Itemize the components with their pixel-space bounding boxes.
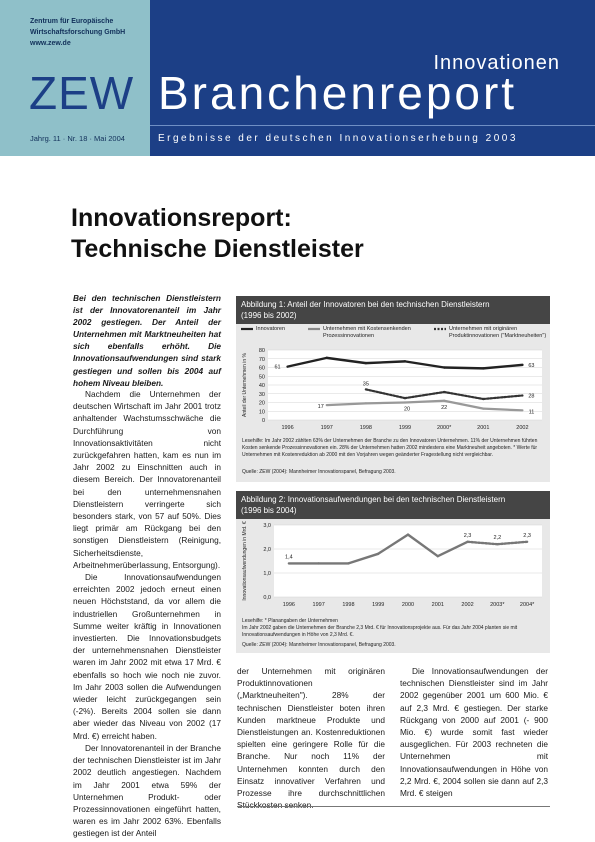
figure-title-line: Abbildung 1: Anteil der Innovatoren bei den technischen Dienstleistern: [241, 300, 490, 309]
figure-title-line: Abbildung 2: Innovationsaufwendungen bei den technischen Dienstleistern: [241, 495, 506, 504]
figure-title-line: (1996 bis 2002): [241, 311, 297, 320]
y-tick-label: 80: [258, 348, 265, 354]
data-label: 22: [441, 404, 448, 411]
y-tick-label: 3,0: [263, 523, 271, 529]
legend-label: Unternehmen mit originären Produktinnovationen ("Marktneuheiten"): [449, 326, 547, 339]
figure-1-note: Lesehilfe: Im Jahr 2002 zählten 63% der Unternehmen der Branche zu den Innovatoren Unternehmen. 11% der Unternehmen führten Kosten senkende Prozessinnovationen ein. 28% der Unternehmen hatten 2002 mindestens eine Marktneuheit angeboten. * Werte für Unternehmen mit Kostenreduktion ab 2000 mit den Vorjahren wegen geänderter Fragestellung nicht vergleichbar.: [242, 438, 538, 458]
y-tick-label: 2,0: [263, 547, 271, 553]
y-axis-label: Anteil der Unternehmen in %: [242, 353, 248, 417]
data-label: 61: [274, 364, 281, 371]
body-paragraph: Der Innovatorenanteil in der Branche der technischen Dienstleister ist im Jahr 2002 deutlich angestiegen. Nachdem im Jahr 2001 etwa 59% der Unternehmen Produkt- oder Prozessinnovationen eingeführt hatten, waren es im Jahr 2002 63%. Ebenfalls gestiegen ist der Anteil: [73, 742, 221, 839]
series-segment: [444, 368, 483, 369]
series-label: Innovationen: [433, 52, 560, 74]
legend-label: Unternehmen mit Kostensenkenden Prozessinnovationen: [323, 326, 411, 339]
x-tick-label: 1997: [312, 602, 325, 608]
x-tick-label: 1999: [372, 602, 385, 608]
figure-title-line: (1996 bis 2004): [241, 506, 297, 515]
y-tick-label: 0,0: [263, 595, 271, 601]
page-title: [71, 203, 491, 265]
figure-2: [236, 491, 550, 653]
x-tick-label: 2000*: [436, 425, 452, 431]
title-line: Technische Dienstleister: [71, 235, 364, 263]
publication-name: Branchenreport: [158, 67, 518, 119]
data-label: 11: [528, 409, 535, 416]
x-tick-label: 1996: [281, 425, 294, 431]
zew-logo-text: ZEW: [29, 67, 135, 119]
chart-1-plot: [236, 346, 550, 434]
x-tick-label: 1998: [342, 602, 355, 608]
data-label: 2,3: [463, 532, 472, 539]
figure-2-note-heading: Lesehilfe: * Planangaben der Unternehmen: [242, 618, 338, 624]
x-tick-label: 2001: [477, 425, 490, 431]
y-axis-label: Innovationsaufwendungen in Mrd. €: [242, 521, 248, 601]
y-tick-label: 1,0: [263, 571, 271, 577]
body-column-middle: der Unternehmen mit originären Produktinnovationen („Marktneuheiten"). 28% der technischen Dienstleister boten ihren Kunden marktneue Produkte und Dienstleistungen an. Kostenreduktionen spielten eine geringere Rolle für die Branche. Nur noch 11% der Unternehmen konnten durch den Einsatz innovativer Verfahren und Prozesse ihre durchschnittlichen: [237, 666, 385, 799]
title-line: Innovationsreport:: [71, 204, 292, 232]
body-column-left: [73, 388, 221, 840]
chart-2-plot: [236, 521, 550, 615]
y-tick-label: 50: [258, 374, 265, 381]
body-paragraph: Nachdem die Unternehmen der deutschen Wirtschaft im Jahr 2001 trotz anhaltender Wachstumsschwäche die Durchführung von Innovationsaktivitäten nicht zurückgefahren hatten, kam es nun im Jahr 2002 zu Einschnitten auch in diesem Bereich. Der Innovatorenanteil bei den unternehmensnahen Dienstleistern verringerte sich besonders stark, von 57 auf 50%. Dies liegt primär am Rückgang bei den sonstigen Dienstleistern (Reinigung, Sicherheitsdienste, Arbeitnehmerüberlassung, Entsorgung).: [73, 389, 221, 570]
x-tick-label: 2003*: [490, 602, 505, 608]
y-tick-label: 10: [258, 409, 265, 416]
x-tick-label: 2002: [461, 602, 474, 608]
x-tick-label: 1996: [282, 602, 296, 608]
data-label: 2,3: [523, 532, 531, 539]
series-segment: [366, 403, 405, 404]
figure-2-note: Im Jahr 2002 gaben die Unternehmen der Branche 2,3 Mrd. € für Innovationsprojekte aus. Für das Jahr 2004 planten sie mit Innovationsaufwendungen in Höhe von 2,3 Mrd. €.: [242, 625, 518, 638]
figure-2-source: Quelle: ZEW (2004): Mannheimer Innovationspanel, Befragung 2003.: [242, 642, 396, 648]
data-label: 17: [317, 404, 324, 411]
body-paragraph: Die Innovationsaufwendungen erreichten 2002 jedoch erneut einen neuen Höchststand, da vor allem die industriellen Großunternehmen in Summe weiter kräftig in Innovationen investierten. Die Innovationsbudgets der unternehmensnahen Dienstleister waren im Jahr 2002 mit etwa 17 Mrd. € ebenfalls so hoch wie noch nie zuvor. Im Jahr 2003 sollen die Aufwendungen wieder leicht zurückgegangen sein (-2%). Bereits 2004 sollen sie dann aber wieder das Niveau von 2002 (17 Mrd. €) erreicht haben.: [73, 572, 221, 741]
lead-paragraph: Bei den technischen Dienstleistern ist der Innovatorenanteil im Jahr 2002 gestiegen. Der Anteil der Unternehmen mit Marktneuheiten hat sich ebenfalls erhöht. Die Innovationsaufwendungen sind stark gestiegen und sollen bis 2004 auf hohem Niveau bleiben.: [73, 293, 221, 388]
x-tick-label: 1998: [359, 425, 372, 431]
footer-rule: [237, 806, 550, 807]
body-column-right: [400, 665, 548, 799]
figure-2-title: [236, 491, 550, 519]
data-label: 20: [403, 406, 411, 413]
data-label: 28: [528, 393, 535, 400]
figure-1: [236, 296, 550, 482]
issue-info: Jahrg. 11 · Nr. 18 · Mai 2004: [30, 134, 125, 143]
y-tick-label: 30: [258, 391, 265, 398]
data-label: 63: [528, 362, 535, 369]
institute-line: Zentrum für Europäische: [30, 18, 114, 25]
x-tick-label: 2004*: [519, 602, 535, 608]
data-label: 35: [362, 381, 369, 388]
legend-label: Innovatoren: [256, 326, 286, 332]
x-tick-label: 1999: [398, 425, 412, 431]
x-tick-label: 1997: [320, 425, 333, 431]
institute-address: [30, 16, 145, 49]
institute-line: Wirtschaftsforschung GmbH: [30, 29, 126, 36]
figure-1-title: [236, 296, 550, 324]
publication-subtitle: Ergebnisse der deutschen Innovationserhebung 2003: [158, 133, 518, 144]
body-paragraph: Die Innovationsaufwendungen der technischen Dienstleister sind im Jahr 2002 gegenüber 2001 um 600 Mio. € auf 2,3 Mrd. € gestiegen. Der starke Rückgang von 2000 auf 2001 (- 900 Mio. €) wurde somit fast wieder ausgeglichen. Für 2003 rechneten die Unternehmen mit Innovationsaufwendungen in Höhe von 2,2 Mrd. €, 2004 sollen sie dann auf 2,3 Mrd. € steigen: [400, 666, 548, 799]
header-separator: [150, 125, 595, 126]
y-tick-label: 0: [261, 418, 265, 424]
y-tick-label: 70: [258, 356, 265, 363]
x-tick-label: 2001: [431, 602, 444, 608]
y-tick-label: 20: [258, 400, 265, 407]
data-label: 1,4: [285, 554, 293, 561]
figure-1-source: Quelle: ZEW (2004): Mannheimer Innovationspanel, Befragung 2003.: [242, 469, 396, 475]
y-tick-label: 60: [258, 365, 265, 372]
y-tick-label: 40: [258, 383, 265, 389]
x-tick-label: 2000: [401, 602, 415, 608]
data-label: 2,2: [493, 535, 502, 542]
institute-url[interactable]: www.zew.de: [30, 40, 71, 47]
x-tick-label: 2002: [516, 425, 529, 431]
